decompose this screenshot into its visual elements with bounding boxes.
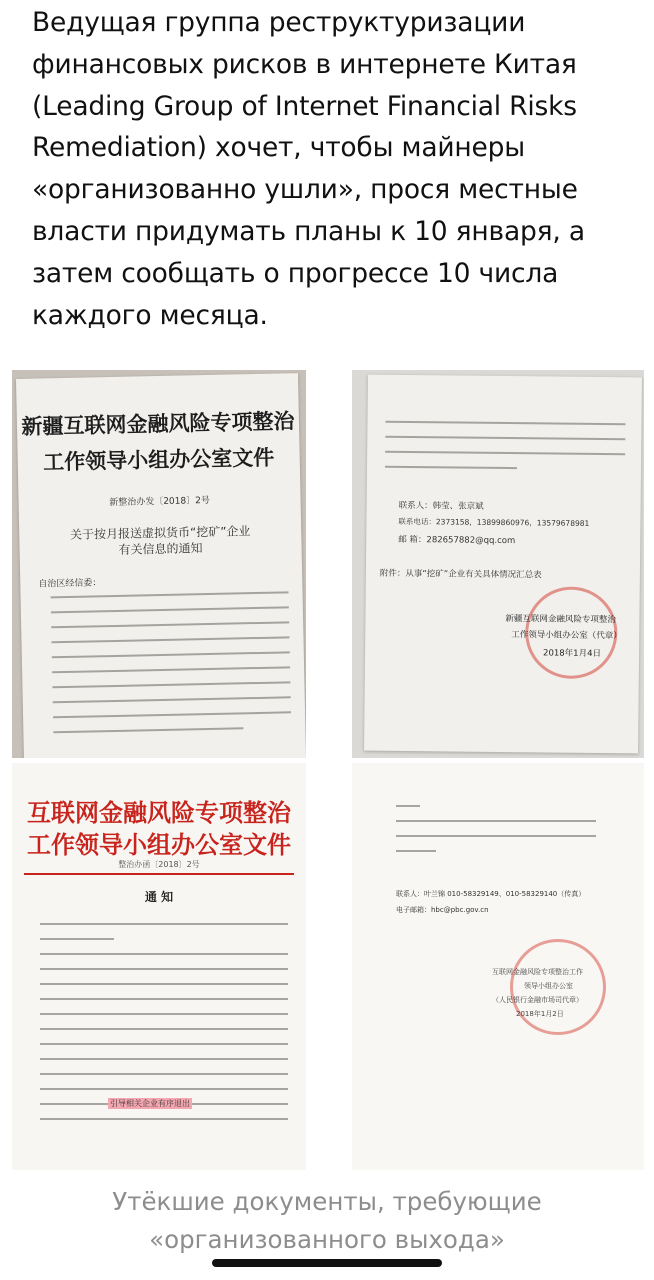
doc-subject-line1: 关于按月报送虚拟货币“挖矿”企业 bbox=[69, 524, 251, 542]
article-line: Ведущая группа реструктуризации bbox=[32, 7, 526, 38]
doc-seal-line3: （人民银行金融市场司代章） bbox=[492, 996, 583, 1004]
document-page bbox=[16, 373, 306, 758]
document-photo-bottom-left[interactable] bbox=[12, 763, 306, 1170]
doc-phone: 联系电话：2373158，13899860976，13579678981 bbox=[398, 516, 590, 528]
article-line: «организованно ушли», прося местные bbox=[32, 174, 578, 206]
document-photo-top-right[interactable] bbox=[352, 370, 644, 758]
doc-subject-line2: 有关信息的通知 bbox=[118, 541, 203, 557]
doc-number: 整治办函〔2018〕2号 bbox=[118, 860, 200, 869]
article-line: каждого месяца. bbox=[32, 299, 268, 331]
doc-body-text bbox=[51, 591, 292, 746]
doc-email: 电子邮箱：hbc@pbc.gov.cn bbox=[396, 906, 489, 914]
article-line: (Leading Group of Internet Financial Risks bbox=[32, 90, 577, 122]
document-page bbox=[12, 763, 306, 1170]
doc-email: 邮 箱：282657882@qq.com bbox=[398, 534, 516, 547]
article-line: власти придумать планы к 10 января, а bbox=[32, 215, 585, 247]
doc-addressee: 自治区经信委： bbox=[38, 578, 102, 590]
article-line: затем сообщать о прогрессе 10 числа bbox=[32, 257, 559, 289]
doc-contact: 联系人：韩莹、张京斌 bbox=[398, 500, 484, 512]
home-indicator[interactable] bbox=[212, 1259, 442, 1267]
doc-seal-date: 2018年1月4日 bbox=[543, 648, 602, 660]
document-page bbox=[364, 375, 642, 754]
doc-seal-line1: 新疆互联网金融风险专项整治 bbox=[505, 614, 616, 626]
caption-line: «организованного выхода» bbox=[149, 1225, 505, 1254]
document-photo-top-left[interactable] bbox=[12, 370, 306, 758]
article-line: финансовых рисков в интернете Китая bbox=[32, 48, 577, 80]
doc-seal-line1: 互联网金融风险专项整治工作 bbox=[492, 968, 583, 976]
red-divider bbox=[24, 873, 294, 875]
doc-title-line2: 工作领导小组办公室文件 bbox=[42, 444, 275, 475]
doc-body-text bbox=[396, 805, 596, 865]
doc-seal-line2: 工作领导小组办公室（代章） bbox=[511, 630, 622, 642]
caption-line: Утёкшие документы, требующие bbox=[112, 1187, 542, 1216]
doc-red-title-line1: 互联网金融风险专项整治 bbox=[27, 798, 291, 827]
doc-number: 新整治办发〔2018〕2号 bbox=[109, 495, 211, 509]
doc-red-title-line2: 工作领导小组办公室文件 bbox=[27, 830, 291, 859]
doc-seal-line2: 领导小组办公室 bbox=[524, 982, 573, 990]
doc-attachment: 附件：从事“挖矿”企业有关具体情况汇总表 bbox=[379, 568, 542, 581]
doc-contact: 联系人：叶兰锦 010-58329149、010-58329140（传真） bbox=[396, 890, 586, 898]
article-paragraph bbox=[32, 2, 632, 336]
doc-highlight: 引导相关企业有序退出 bbox=[110, 1099, 190, 1108]
doc-seal-date: 2018年1月2日 bbox=[516, 1010, 564, 1018]
doc-body-text bbox=[385, 421, 626, 484]
doc-title-line1: 新疆互联网金融风险专项整治 bbox=[21, 408, 295, 439]
document-page bbox=[352, 763, 644, 1170]
document-photo-bottom-right[interactable] bbox=[352, 763, 644, 1170]
doc-notice-title: 通 知 bbox=[144, 890, 174, 904]
image-caption bbox=[0, 1183, 654, 1259]
article-line: Remediation) хочет, чтобы майнеры bbox=[32, 132, 525, 164]
